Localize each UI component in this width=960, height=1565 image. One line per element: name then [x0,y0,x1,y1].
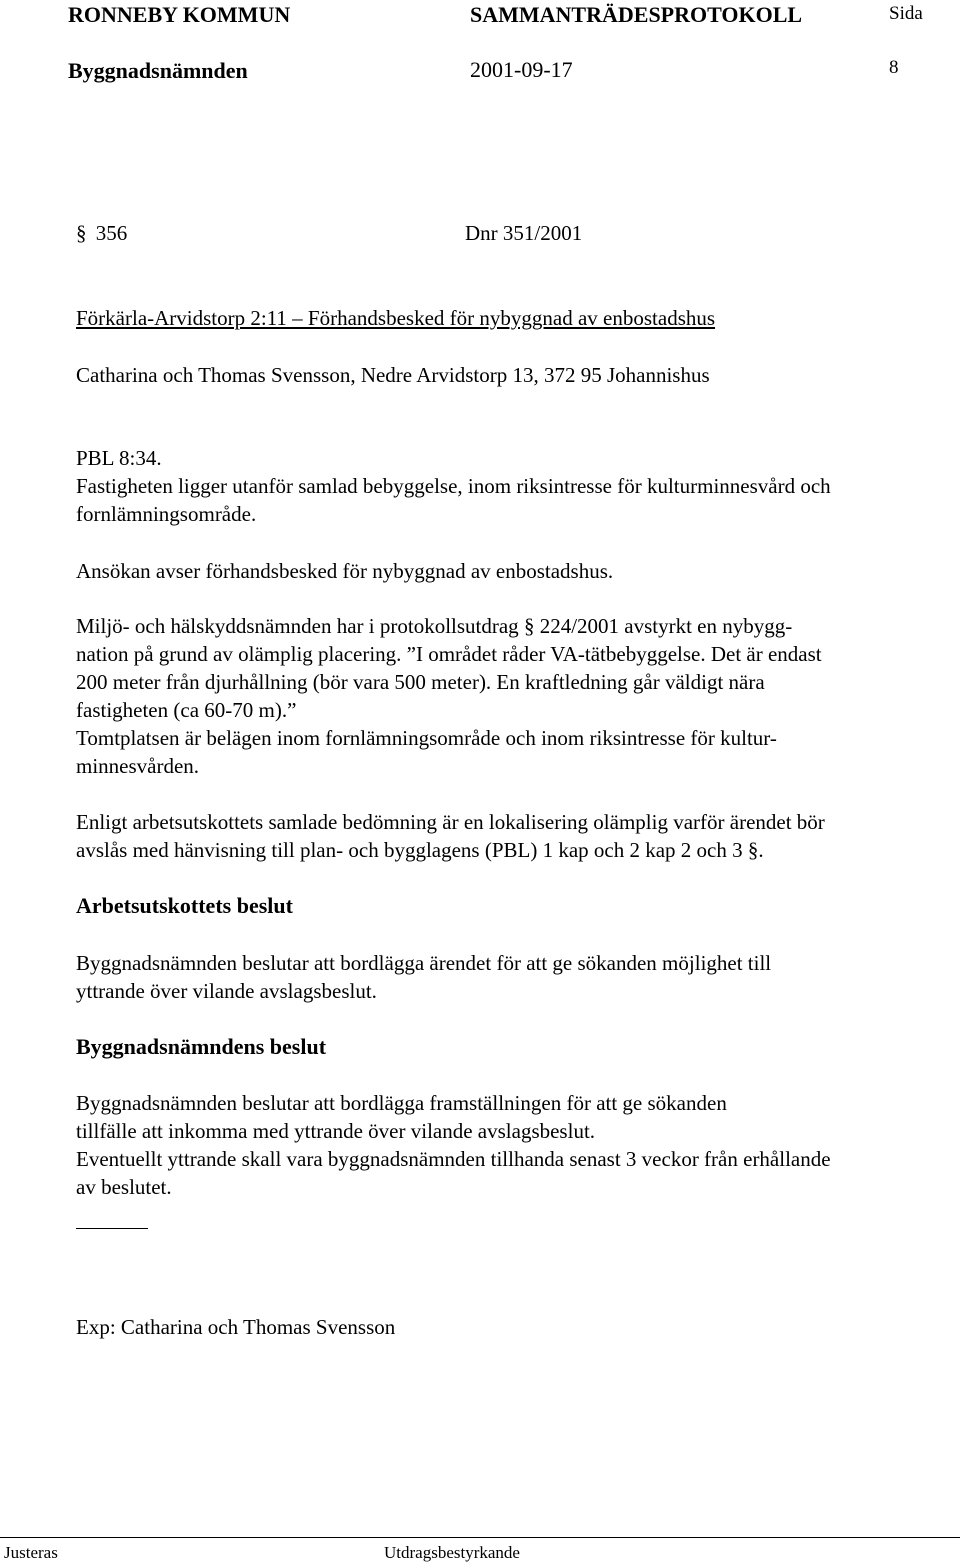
municipality-name: RONNEBY KOMMUN [68,2,291,27]
board-name: Byggnadsnämnden [68,58,248,83]
paragraph-assessment [76,808,960,864]
paragraph-line [76,836,960,864]
text-run: 224/2001 avstyrkt en nybygg- [539,614,793,638]
paragraph-background [76,444,960,528]
paragraph-line: Byggnadsnämnden beslutar att bordlägga framställningen för att ge sökanden [76,1091,727,1115]
paragraph-application [76,557,960,585]
paragraph-line: Fastigheten ligger utanför samlad bebyggelse, inom riksintresse för kulturminnesvård och [76,474,831,498]
page-number: 8 [889,57,899,78]
footer-rule [0,1537,960,1538]
paragraph-line: av beslutet. [76,1175,172,1199]
section-sign: § [76,221,87,245]
bn-decision-heading: Byggnadsnämndens beslut [76,1034,327,1059]
text-run: Miljö- och hälskyddsnämnden har i protokollsutdrag [76,614,519,638]
section-sign: § [523,614,535,638]
paragraph-line: nation på grund av olämplig placering. ”I området råder VA-tätbebyggelse. Det är endast [76,642,822,666]
text-run: . [758,838,764,862]
footer-justeras: Justeras [4,1543,58,1562]
text-run: avslås med hänvisning till plan- och bygglagens (PBL) 1 kap och 2 kap 2 och 3 [76,838,743,862]
separator-rule [76,1228,148,1229]
meeting-date: 2001-09-17 [470,57,573,82]
document-type: SAMMANTRÄDESPROTOKOLL [470,2,803,27]
au-decision-text [76,949,960,1005]
footer-utdragsbestyrkande: Utdragsbestyrkande [384,1543,520,1562]
case-number: 356 [95,221,128,245]
paragraph-line: Enligt arbetsutskottets samlade bedömning är en lokalisering olämplig varför ärendet bör [76,810,825,834]
case-title: Förkärla-Arvidstorp 2:11 – Förhandsbesked för nybyggnad av enbostadshus [76,306,716,330]
page-label: Sida [889,3,923,24]
paragraph-line: Tomtplatsen är belägen inom fornlämningsområde och inom riksintresse för kultur- [76,726,777,750]
paragraph-line: PBL 8:34. [76,446,162,470]
paragraph-line: 200 meter från djurhållning (bör vara 500 meter). En kraftledning går väldigt nära [76,670,765,694]
paragraph-line: Ansökan avser förhandsbesked för nybyggnad av enbostadshus. [76,559,614,583]
paragraph-line: yttrande över vilande avslagsbeslut. [76,979,377,1003]
section-sign: § [747,838,759,862]
au-decision-heading: Arbetsutskottets beslut [76,893,293,918]
paragraph-line: Eventuellt yttrande skall vara byggnadsnämnden tillhanda senast 3 veckor från erhållande [76,1147,831,1171]
paragraph-line: fastigheten (ca 60-70 m).” [76,698,297,722]
paragraph-line: minnesvården. [76,754,200,778]
paragraph-environment-board [76,612,960,780]
case-number-line [76,219,127,247]
case-dnr: Dnr 351/2001 [465,221,583,245]
bn-decision-text [76,1089,960,1201]
paragraph-line: fornlämningsområde. [76,502,257,526]
expedition-line: Exp: Catharina och Thomas Svensson [76,1315,396,1339]
applicant: Catharina och Thomas Svensson, Nedre Arvidstorp 13, 372 95 Johannishus [76,363,710,387]
paragraph-line: tillfälle att inkomma med yttrande över vilande avslagsbeslut. [76,1119,596,1143]
paragraph-line: Byggnadsnämnden beslutar att bordlägga ärendet för att ge sökanden möjlighet till [76,951,772,975]
paragraph-line [76,612,960,640]
